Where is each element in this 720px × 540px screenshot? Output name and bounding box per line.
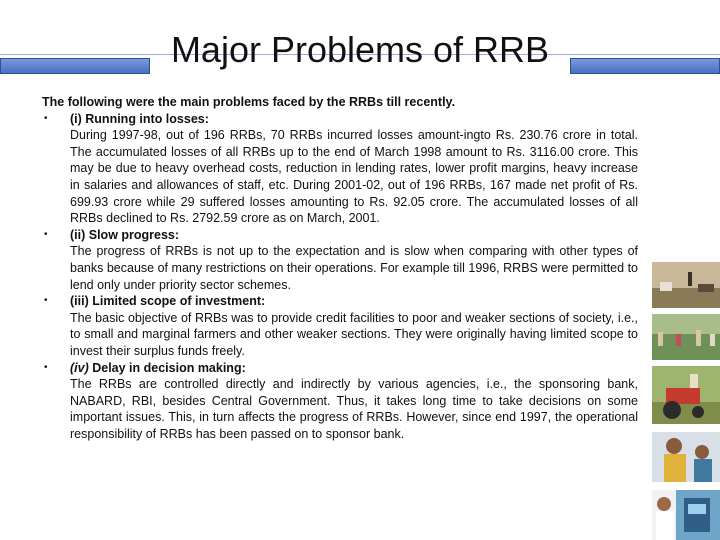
problem-item-losses (42, 111, 638, 227)
photo-collage (652, 262, 720, 540)
problem-heading: (i) Running into losses: (70, 111, 209, 126)
problem-body: The RRBs are controlled directly and indirectly by various agencies, i.e., the sponsoring bank, NABARD, RBI, besides Central Government. Thus, it takes long time to take decisions on some important issues. This, in turn affects the progress of RRBs. However, since end 1997, the operational responsibility of RRBs has been passed on to sponsor bank. (70, 377, 638, 441)
problem-item-delay (42, 360, 638, 443)
photo-farmer-ploughing (652, 262, 720, 308)
photo-woman-mother (652, 432, 720, 482)
bullet: • (44, 295, 48, 307)
photo-atm-user (652, 490, 720, 540)
problem-item-slow-progress (42, 227, 638, 293)
slide-content (42, 94, 638, 442)
problem-item-limited-scope (42, 293, 638, 359)
problem-heading-text: Delay in decision making: (88, 360, 246, 375)
problem-body: The progress of RRBs is not up to the expectation and is slow when comparing with other types of banks because of many restrictions on their operations. For example till 1996, RRBS were permitted to lend only under priority sector schemes. (70, 244, 638, 292)
page-title: Major Problems of RRB (170, 29, 550, 70)
problem-heading: (ii) Slow progress: (70, 227, 180, 242)
photo-tractor (652, 366, 720, 424)
problem-body: During 1997-98, out of 196 RRBs, 70 RRBs incurred losses amount-ingto Rs. 230.76 crore in total. The accumulated losses of all RRBs up to the end of March 1998 amount to Rs. 3116.00 crore. This may be due to heavy overhead costs, reduction in lending rates, lower profit margins, heavy increase in salaries and allowances of staff, etc. During 2001-02, out of 196 RRBs, 167 made net profit of Rs. 699.93 crore while 29 suffered losses amounting to Rs. 92.05 crore. The accumulated losses of all RRBs declined to Rs. 2792.59 crore as on March, 2001. (70, 128, 638, 226)
bullet: • (44, 361, 48, 373)
problem-heading: (iii) Limited scope of investment: (70, 294, 266, 309)
photo-paddy-field (652, 314, 720, 360)
bullet: • (44, 228, 48, 240)
problem-heading (70, 360, 638, 377)
intro-text: The following were the main problems faced by the RRBs till recently. (42, 95, 456, 109)
bullet: • (44, 112, 48, 124)
problem-body: The basic objective of RRBs was to provide credit facilities to poor and weaker sections of society, i.e., to small and marginal farmers and other weaker sections. They were originally having limited scope to invest their surplus funds freely. (70, 310, 638, 358)
problem-heading-number: (iv) (70, 360, 89, 375)
